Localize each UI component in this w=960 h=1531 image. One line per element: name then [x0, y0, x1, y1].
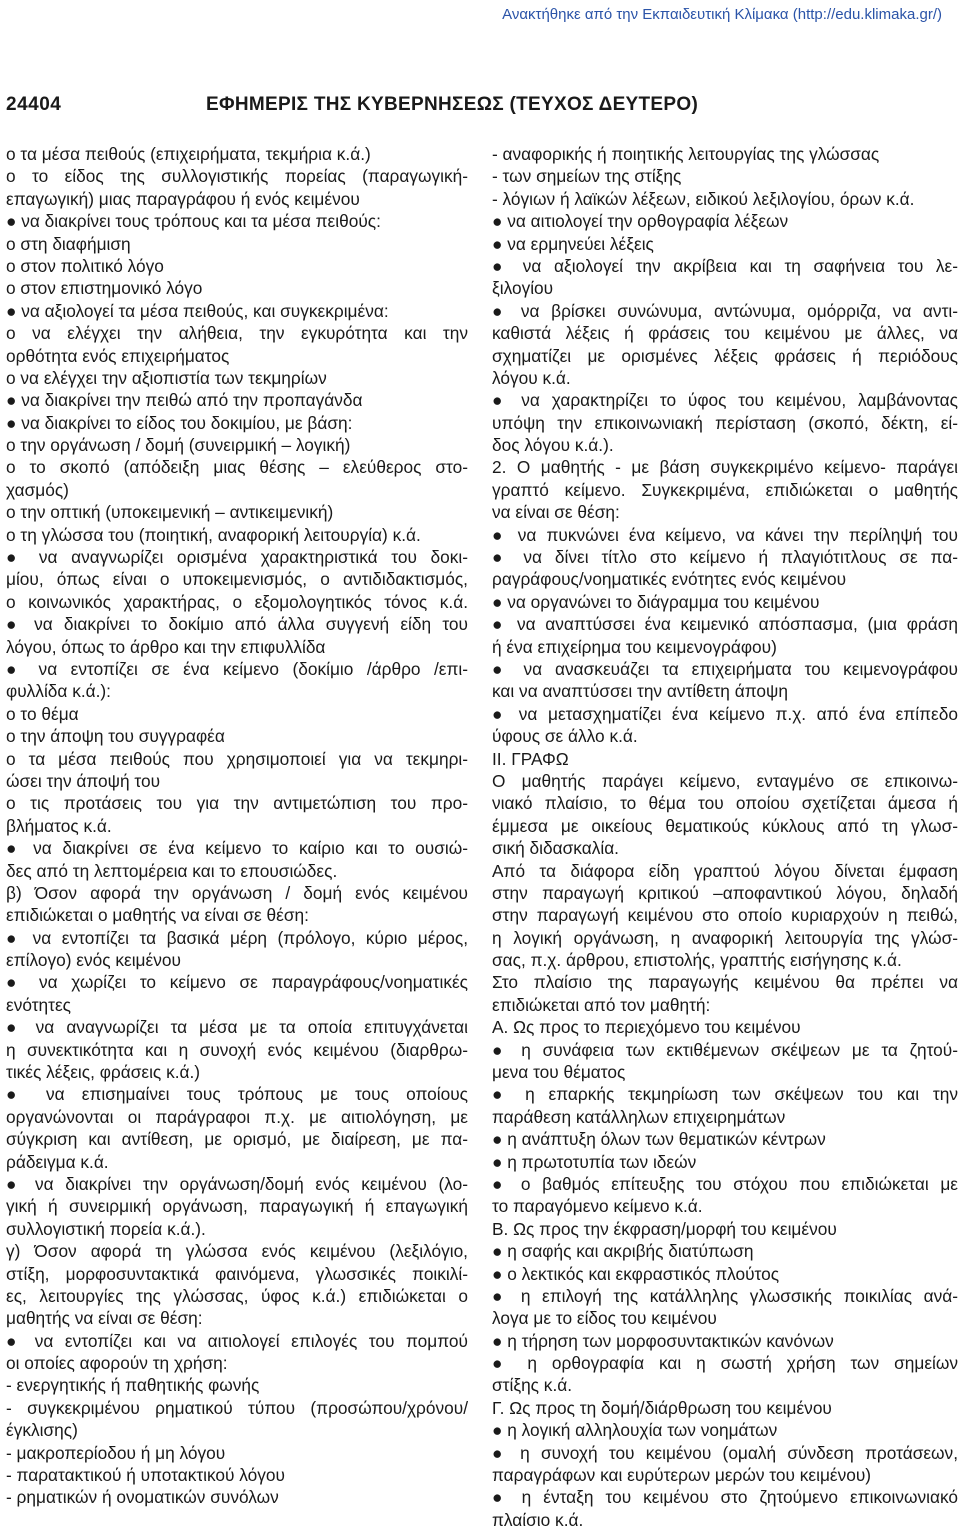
text-line: ή ένα επιχείρημα του κειμενογράφου) — [492, 636, 777, 657]
text-line: ο το θέμα — [6, 703, 79, 724]
text-line: Ο μαθητής παράγει κείμενο, ενταγμένο σε επικοινω‐ — [492, 770, 958, 791]
text-line: ● να βρίσκει συνώνυμα, αντώνυμα, ομόρριζα, να αντι‐ — [492, 300, 958, 321]
text-line: ο την άποψη του συγγραφέα — [6, 726, 225, 747]
text-line: Α. Ως προς το περιεχόμενο του κειμένου — [492, 1017, 801, 1038]
text-line: ώσει την άποψή του — [6, 770, 161, 791]
source-link[interactable]: Ανακτήθηκε από την Εκπαιδευτική Κλίμακα (http://edu.klimaka.gr/) — [502, 6, 942, 23]
text-line: ες, λειτουργίες της γλώσσας, ύφος κ.ά.) επιδιώκεται ο — [6, 1285, 468, 1306]
text-line: ● η συνάφεια των εκτιθέμενων σκέψεων με τα ζητού‐ — [492, 1039, 958, 1060]
text-line: τικές λέξεις, φράσεις κ.ά.) — [6, 1062, 201, 1083]
text-line: ΙΙ. ΓΡΑΦΩ — [492, 748, 569, 769]
text-line: βλήματος κ.ά. — [6, 815, 112, 836]
text-line: ‐ ενεργητικής ή παθητικής φωνής — [6, 1375, 260, 1396]
text-line: ● η σαφής και ακριβής διατύπωση — [492, 1241, 754, 1262]
text-line: επιδιώκεται ο μαθητής να είναι σε θέση: — [6, 905, 309, 926]
text-line: ● να πυκνώνει ένα κείμενο, να κάνει την περίληψή του — [492, 524, 958, 545]
text-line: ● να εντοπίζει τα βασικά μέρη (πρόλογο, κύριο μέρος, — [6, 927, 468, 948]
text-line: ● η επιλογή της κατάλληλης γλωσσικής ποικιλίας ανά‐ — [492, 1285, 958, 1306]
text-line: ● να διακρίνει το είδος του δοκιμίου, με βάση: — [6, 412, 353, 433]
text-line: έμμεσα με οικείους θεματικούς κύκλους από τη γλωσ‐ — [492, 815, 958, 836]
text-line: ο τα μέσα πειθούς (επιχειρήματα, τεκμήρια κ.ά.) — [6, 144, 371, 164]
text-line: ● η ορθογραφία και η σωστή χρήση των σημείων — [492, 1353, 958, 1374]
text-line: επαγωγική) μιας παραγράφου ή ενός κειμένου — [6, 188, 360, 209]
text-line: ● να αναπτύσσει ένα κειμενικό απόσπασμα, (μια φράση — [492, 614, 958, 635]
text-line: μενα του θέματος — [492, 1062, 626, 1083]
text-line: ● να χωρίζει το κείμενο σε παραγράφους/νοηματικές — [6, 972, 468, 993]
text-line: στίξης κ.ά. — [492, 1375, 573, 1396]
text-line: οι οποίες αφορούν τη χρήση: — [6, 1353, 228, 1374]
text-line: σας, π.χ. άρθρου, επιστολής, γραπτής εισήγησης κ.ά. — [492, 950, 902, 971]
text-line: Γ. Ως προς τη δομή/διάρθρωση του κειμένου — [492, 1397, 832, 1418]
text-line: πλαίσιο κ.ά. — [492, 1509, 584, 1530]
text-line: η συνεκτικότητα και η συνοχή ενός κειμένου (διαρθρω‐ — [6, 1039, 468, 1060]
text-line: το παραγόμενο κείμενο κ.ά. — [492, 1196, 703, 1217]
text-line: παραγράφων και ευρύτερων μερών του κειμένου) — [492, 1465, 872, 1486]
text-line: λόγου, όπως το άρθρο και την επιφυλλίδα — [6, 636, 326, 657]
text-line: ● να αξιολογεί τα μέσα πειθούς, και συγκεκριμένα: — [6, 300, 389, 321]
text-line: ● να διακρίνει σε ένα κείμενο το καίριο και το ουσιώ‐ — [6, 838, 468, 859]
text-line: λόγου κ.ά. — [492, 367, 571, 388]
text-line: επίλογο) ενός κειμένου — [6, 950, 181, 971]
text-line: ● να εντοπίζει σε ένα κείμενο (δοκίμιο /άρθρο /επι‐ — [6, 658, 468, 679]
text-line: ο τη γλώσσα του (ποιητική, αναφορική λειτουργία) κ.ά. — [6, 524, 421, 545]
text-line: γ) Όσον αφορά τη γλώσσα ενός κειμένου (λεξιλόγιο, — [6, 1241, 468, 1262]
text-line: φυλλίδα κ.ά.): — [6, 681, 111, 702]
text-line: ο να ελέγχει την αξιοπιστία των τεκμηρίων — [6, 367, 327, 388]
text-line: νιακό πλαίσιο, το θέμα του οποίου σχετίζεται άμεσα ή — [492, 793, 958, 814]
text-line: ● να διακρίνει το δοκίμιο από άλλα συγγενή είδη του — [6, 614, 468, 635]
text-line: ‐ των σημείων της στίξης — [492, 166, 682, 187]
text-line: σική διδασκαλία. — [492, 838, 619, 859]
text-line: ‐ μακροπερίοδου ή μη λόγου — [6, 1442, 226, 1463]
text-line: μίου, όπως είναι ο υποκειμενισμός, ο αντιδιδακτισμός, — [6, 569, 468, 590]
text-line: στην παραγωγή κειμένου στο οποίο κυριαρχούν η πειθώ, — [492, 905, 958, 926]
text-line: ● ο βαθμός επίτευξης του στόχου που επιδιώκεται με — [492, 1173, 958, 1194]
text-line: ο τις προτάσεις του για την αντιμετώπιση του προ‐ — [6, 793, 468, 814]
text-line: ‐ συγκεκριμένου ρηματικού τύπου (προσώπου/χρόνου/ — [6, 1397, 468, 1418]
text-line: ‐ ρηματικών ή ονοματικών συνόλων — [6, 1487, 279, 1508]
page-number: 24404 — [6, 94, 62, 115]
text-line: να είναι σε θέση: — [492, 502, 620, 523]
text-line: επιδιώκεται από τον μαθητή: — [492, 994, 711, 1015]
text-line: ορθότητα ενός επιχειρήματος — [6, 345, 230, 366]
text-line: ● να εντοπίζει και να αιτιολογεί επιλογές του πομπού — [6, 1330, 468, 1351]
text-line: ο στον πολιτικό λόγο — [6, 255, 164, 276]
text-line: ● να αναγνωρίζει ορισμένα χαρακτηριστικά του δοκι‐ — [6, 547, 468, 568]
text-line: ο να ελέγχει την αλήθεια, την εγκυρότητα και την — [6, 323, 468, 344]
text-line: ● η ένταξη του κειμένου στο ζητούμενο επικοινωνιακό — [492, 1487, 958, 1508]
text-line: ο το είδος της συλλογιστικής πορείας (παραγωγική‐ — [6, 166, 468, 187]
text-line: ● να ερμηνεύει λέξεις — [492, 233, 654, 254]
text-line: η λογική οργάνωση, η αναφορική λειτουργία της γλώσ‐ — [492, 927, 958, 948]
text-line: ο την οργάνωση / δομή (συνειρμική – λογική) — [6, 435, 351, 456]
text-line: ● να διακρίνει την πειθώ από την προπαγάνδα — [6, 390, 363, 411]
text-line: ● η συνοχή του κειμένου (ομαλή σύνδεση προτάσεων, — [492, 1442, 958, 1463]
text-line: γραπτό κείμενο. Συγκεκριμένα, επιδιώκεται ο μαθητής — [492, 479, 958, 500]
text-line: ● να αναγνωρίζει τα μέσα με τα οποία επιτυγχάνεται — [6, 1017, 468, 1038]
text-line: λογα με το είδος του κειμένου — [492, 1308, 717, 1329]
text-line: ● η λογική αλληλουχία των νοημάτων — [492, 1420, 778, 1441]
text-line: ● να επισημαίνει τους τρόπους με τους οποίους — [6, 1084, 468, 1105]
right-column — [492, 143, 958, 1531]
text-line: υπόψη την επικοινωνιακή περίσταση (σκοπό, δέκτη, εί‐ — [492, 412, 958, 433]
text-line: ● η επαρκής τεκμηρίωση των σκέψεων του και την — [492, 1084, 958, 1105]
text-line: στην παραγωγή κριτικού –αποφαντικού λόγου, δηλαδή — [492, 882, 958, 903]
text-line: ● να μετασχηματίζει ένα κείμενο π.χ. από ένα επίπεδο — [492, 703, 958, 724]
text-line: παράθεση κατάλληλων επιχειρημάτων — [492, 1106, 786, 1127]
text-line: ραγράφους/νοηματικές ενότητες ενός κειμένου — [492, 569, 847, 590]
text-line: συλλογιστική πορεία κ.ά.). — [6, 1218, 206, 1239]
text-line: ‐ παρατακτικού ή υποτακτικού λόγου — [6, 1465, 285, 1486]
text-line: ● ο λεκτικός και εκφραστικός πλούτος — [492, 1263, 780, 1284]
text-line: ‐ λόγιων ή λαϊκών λέξεων, ειδικού λεξιλογίου, όρων κ.ά. — [492, 188, 915, 209]
text-line: ● να οργανώνει το διάγραμμα του κειμένου — [492, 591, 820, 612]
text-line: στίξη, μορφοσυντακτικά φαινόμενα, γλωσσικές ποικιλί‐ — [6, 1263, 468, 1284]
text-line: ● η ανάπτυξη όλων των θεματικών κέντρων — [492, 1129, 826, 1150]
text-line: δες από τη λεπτομέρεια και το επουσιώδες. — [6, 860, 338, 881]
text-line: ● να αξιολογεί την ακρίβεια και τη σαφήνεια του λε‐ — [492, 255, 958, 276]
text-line: ο το σκοπό (απόδειξη μιας θέσης – ελεύθερος στο‐ — [6, 457, 468, 478]
text-line: ύφους σε άλλο κ.ά. — [492, 726, 638, 747]
text-line: μαθητής να είναι σε θέση: — [6, 1308, 203, 1329]
text-line: ξιλογίου — [492, 278, 554, 299]
text-line: ● να διακρίνει την οργάνωση/δομή ενός κειμένου (λο‐ — [6, 1173, 468, 1194]
text-line: ο στη διαφήμιση — [6, 233, 131, 254]
text-line: ● να ανασκευάζει τα επιχειρήματα του κειμενογράφου — [492, 658, 958, 679]
text-line: ο στον επιστημονικό λόγο — [6, 278, 203, 299]
text-line: καθιστά λέξεις ή φράσεις του κειμένου με άλλες, να — [492, 323, 958, 344]
text-line: Στο πλαίσιο της παραγωγής κειμένου θα πρέπει να — [492, 972, 958, 993]
text-line: ● η τήρηση των μορφοσυντακτικών κανόνων — [492, 1330, 834, 1351]
text-line: ο κοινωνικός χαρακτήρας, ο εξομολογητικός τόνος κ.ά. — [6, 591, 468, 612]
text-line: β) Όσον αφορά την οργάνωση / δομή ενός κειμένου — [6, 882, 468, 903]
text-line: ράδειγμα κ.ά. — [6, 1151, 109, 1172]
text-line: οργανώνονται οι παράγραφοι π.χ. με αιτιολόγηση, με — [6, 1106, 468, 1127]
text-line: Από τα διάφορα είδη γραπτού λόγου δίνεται έμφαση — [492, 860, 958, 881]
text-line: ● να αιτιολογεί την ορθογραφία λέξεων — [492, 211, 789, 232]
text-line: και να αναπτύσσει την αντίθετη άποψη — [492, 681, 788, 702]
text-line: ο την οπτική (υποκειμενική – αντικειμενική) — [6, 502, 334, 523]
left-column — [6, 143, 468, 1509]
text-line: ● να δίνει τίτλο στο κείμενο ή πλαγιότιτλους σε πα‐ — [492, 547, 958, 568]
gazette-header — [6, 94, 952, 122]
text-line: έγκλισης) — [6, 1420, 78, 1441]
text-line: Β. Ως προς την έκφραση/μορφή του κειμένου — [492, 1218, 837, 1239]
text-line: χασμός) — [6, 479, 69, 500]
gazette-title: ΕΦΗΜΕΡΙΣ ΤΗΣ ΚΥΒΕΡΝΗΣΕΩΣ (ΤΕΥΧΟΣ ΔΕΥΤΕΡΟ) — [206, 94, 699, 115]
text-line: ενότητες — [6, 994, 72, 1015]
text-line: δος λόγου κ.ά.). — [492, 435, 614, 456]
text-line: ο τα μέσα πειθούς που χρησιμοποιεί για να τεκμηρι‐ — [6, 748, 468, 769]
text-line: ● να διακρίνει τους τρόπους και τα μέσα πειθούς: — [6, 211, 381, 232]
text-line: γική ή συνειρμική οργάνωση, παραγωγική ή επαγωγική — [6, 1196, 468, 1217]
text-line: ‐ αναφορικής ή ποιητικής λειτουργίας της γλώσσας — [492, 144, 880, 164]
text-line: σχηματίζει με ορισμένες λέξεις φράσεις ή περιόδους — [492, 345, 958, 366]
text-line: ● να χαρακτηρίζει το ύφος του κειμένου, λαμβάνοντας — [492, 390, 958, 411]
text-line: σύγκριση και αντίθεση, με ορισμό, με διαίρεση, με πα‐ — [6, 1129, 468, 1150]
text-line: ● η πρωτοτυπία των ιδεών — [492, 1151, 697, 1172]
text-line: 2. Ο μαθητής ‐ με βάση συγκεκριμένο κείμενο‐ παράγει — [492, 457, 958, 478]
